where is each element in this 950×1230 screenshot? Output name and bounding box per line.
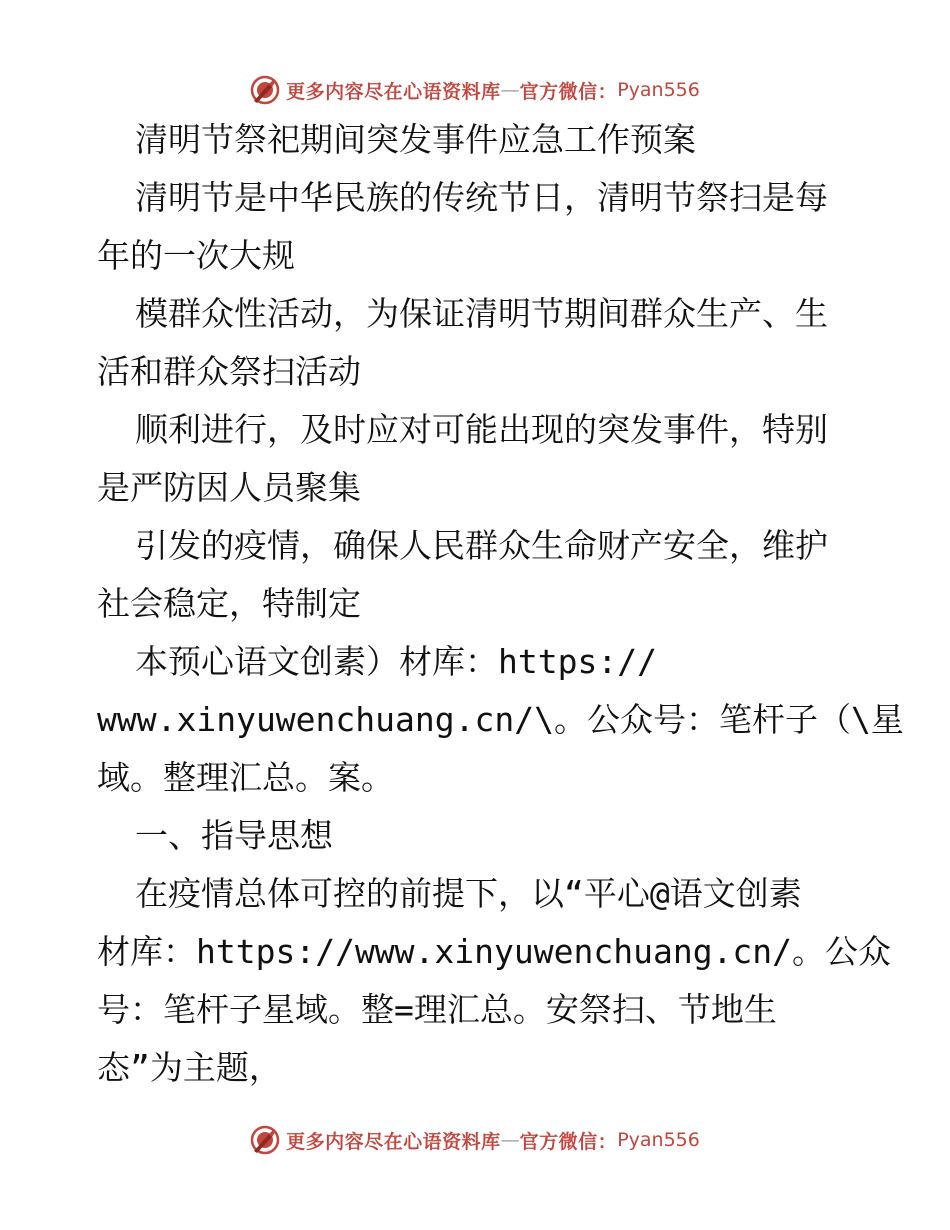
- pen-logo-icon: [250, 1125, 280, 1155]
- pen-logo-icon: [250, 75, 280, 105]
- banner-wechat-label: 官方微信：: [519, 1130, 618, 1153]
- text-line: 材库：https://www.xinyuwenchuang.cn/。公众: [97, 932, 892, 971]
- text-line: 年的一次大规: [97, 236, 295, 275]
- banner-site-text: 更多内容尽在心语资料库: [286, 80, 501, 103]
- text-line: 本预心语文创素）材库：https://: [135, 642, 657, 681]
- text-line: 清明节是中华民族的传统节日，清明节祭扫是每: [135, 178, 828, 217]
- text-line: 态”为主题，: [97, 1048, 282, 1087]
- banner-wechat-id: Pyan556: [617, 79, 700, 101]
- text-line: 引发的疫情，确保人民群众生命财产安全，维护: [135, 526, 828, 565]
- footer-banner: [0, 1122, 950, 1158]
- text-line: 在疫情总体可控的前提下，以“平心@语文创素: [135, 874, 802, 913]
- banner-wechat-label: 官方微信：: [519, 80, 618, 103]
- header-banner: [0, 72, 950, 108]
- text-line: 活和群众祭扫活动: [97, 352, 361, 391]
- text-line: 顺利进行，及时应对可能出现的突发事件，特别: [135, 410, 828, 449]
- text-line: www.xinyuwenchuang.cn/\。公众号：笔杆子（\星: [97, 700, 904, 739]
- section-heading: 一、指导思想: [135, 816, 333, 855]
- banner-wechat-id: Pyan556: [617, 1129, 700, 1151]
- text-line: 社会稳定，特制定: [97, 584, 361, 623]
- text-line: 是严防因人员聚集: [97, 468, 361, 507]
- text-line: 模群众性活动，为保证清明节期间群众生产、生: [135, 294, 828, 333]
- banner-separator: —: [500, 1129, 520, 1151]
- banner-site-text: 更多内容尽在心语资料库: [286, 1130, 501, 1153]
- banner-separator: —: [500, 79, 520, 101]
- document-title: 清明节祭祀期间突发事件应急工作预案: [135, 120, 696, 159]
- text-line: 号：笔杆子星域。整=理汇总。安祭扫、节地生: [97, 990, 777, 1029]
- text-line: 域。整理汇总。案。: [97, 758, 394, 797]
